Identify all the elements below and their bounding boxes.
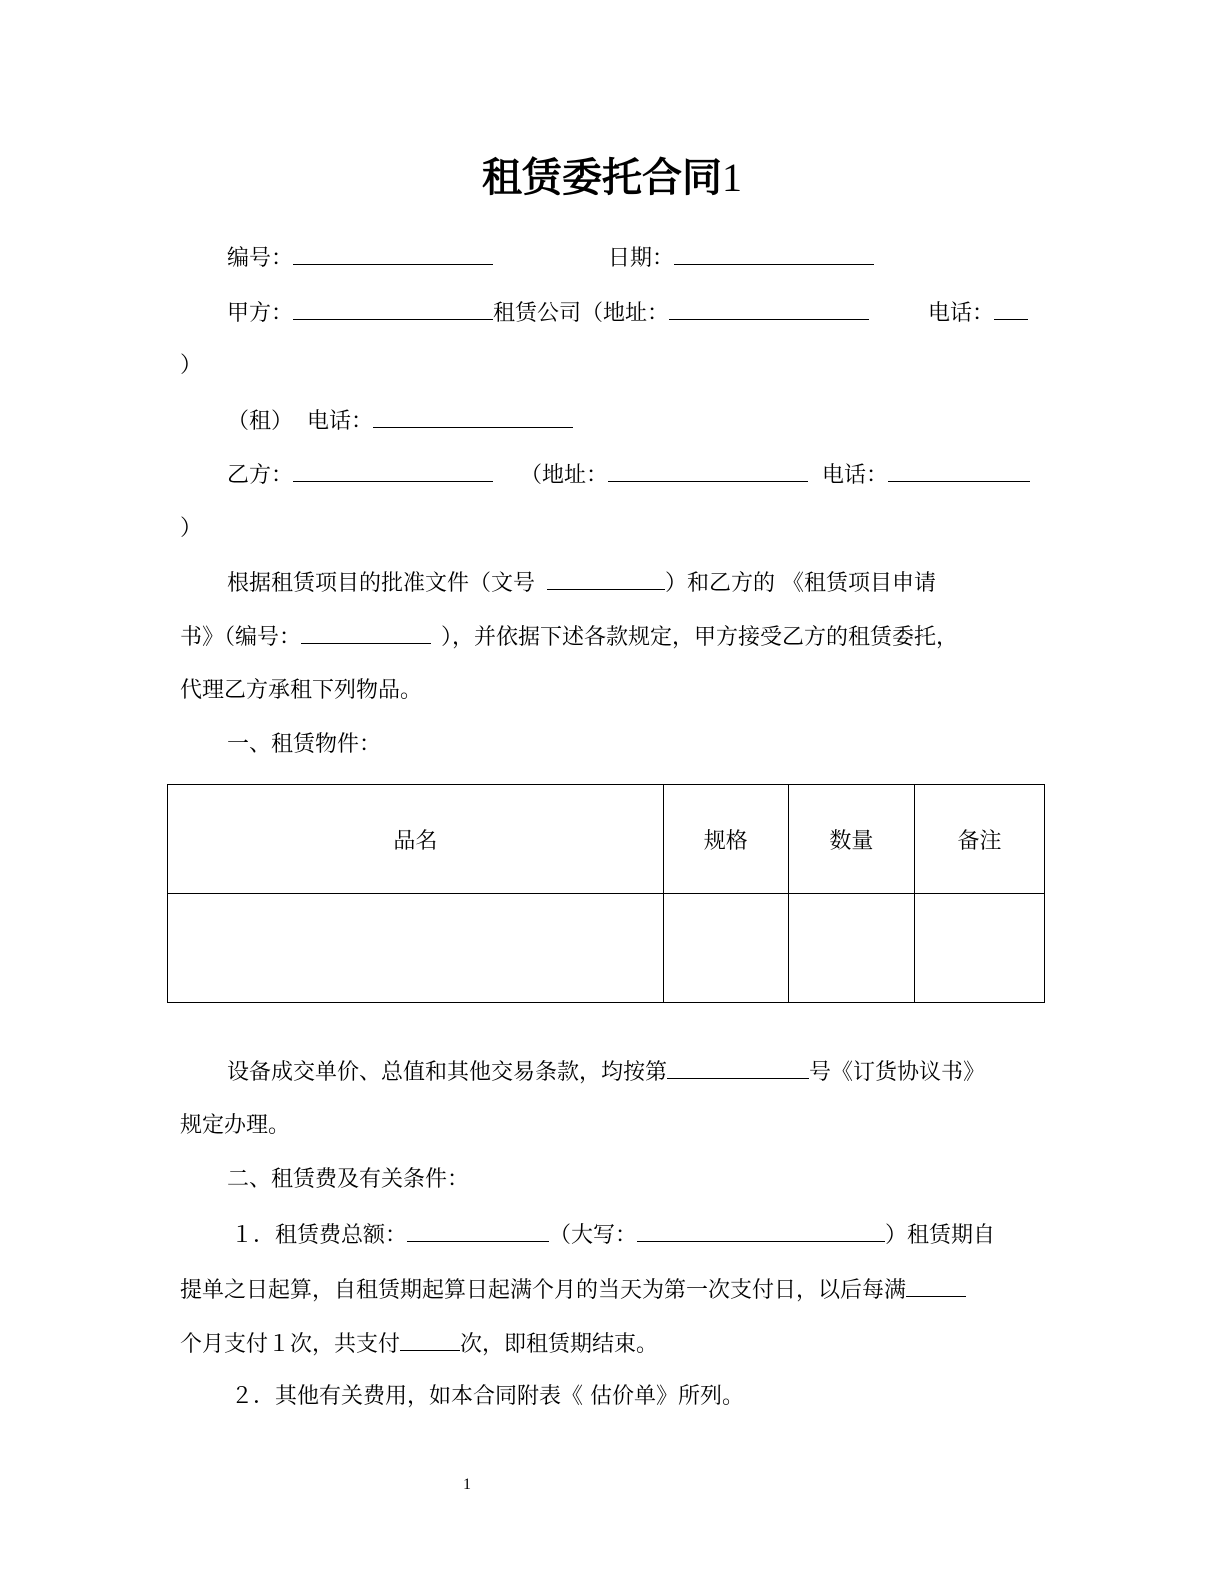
doc-number-blank[interactable] — [547, 567, 665, 590]
party-b-close-paren: ） — [180, 516, 203, 541]
trade-terms-line-2: 规定办理。 — [180, 1113, 291, 1138]
intro-line2-b: ），并依据下述各款规定，甲方接受乙方的租赁委托， — [441, 625, 959, 650]
header-remarks: 备注 — [914, 785, 1044, 894]
intro-line-1 — [227, 567, 936, 597]
header-quantity: 数量 — [788, 785, 914, 894]
item1-a: １．租赁费总额： — [231, 1223, 408, 1248]
party-a-phone-line — [928, 297, 1028, 327]
intro-line-3: 代理乙方承租下列物品。 — [180, 678, 423, 703]
total-fee-words-blank[interactable] — [637, 1219, 885, 1242]
rent-phone-label: 电话： — [307, 409, 374, 434]
date-line — [608, 242, 874, 272]
date-label: 日期： — [608, 246, 675, 271]
application-number-blank[interactable] — [301, 621, 431, 644]
intro-line-2 — [180, 621, 958, 651]
lease-items-table — [167, 784, 1045, 1003]
agreement-number-blank[interactable] — [667, 1056, 809, 1079]
item1-b: （大写： — [549, 1223, 638, 1248]
number-label: 编号： — [227, 246, 294, 271]
rent-phone-line — [227, 405, 573, 435]
party-b-address-label: （地址： — [520, 463, 609, 488]
trade-terms-b: 号《订货协议书》 — [809, 1060, 986, 1085]
header-item-name: 品名 — [168, 785, 664, 894]
cell-spec[interactable] — [663, 894, 788, 1003]
party-b-blank[interactable] — [293, 459, 493, 482]
item1-line3-b: 次，即租赁期结束。 — [460, 1332, 659, 1357]
section2-item1-line-2 — [180, 1274, 966, 1304]
party-a-address-blank[interactable] — [669, 297, 869, 320]
total-fee-blank[interactable] — [407, 1219, 549, 1242]
payment-count-blank[interactable] — [400, 1328, 460, 1351]
rent-phone-blank[interactable] — [373, 405, 573, 428]
document-title — [0, 146, 1224, 203]
number-line — [227, 242, 493, 272]
intro-line1-b: ）和乙方的 《租赁项目申请 — [665, 571, 937, 596]
section1-heading: 一、租赁物件： — [227, 732, 382, 757]
title-text: 租赁委托合同 — [482, 155, 722, 201]
party-a-company-text: 租赁公司（地址： — [493, 301, 670, 326]
section2-item1-line-3 — [180, 1328, 658, 1358]
rent-label: （租） — [227, 409, 294, 434]
intro-line2-a: 书》（编号： — [180, 625, 302, 650]
cell-quantity[interactable] — [788, 894, 914, 1003]
party-a-blank[interactable] — [293, 297, 493, 320]
party-a-close-paren: ） — [180, 353, 203, 378]
header-spec: 规格 — [663, 785, 788, 894]
party-b-phone-label: 电话： — [822, 463, 889, 488]
page-number: 1 — [463, 1476, 471, 1493]
party-a-phone-label: 电话： — [928, 301, 995, 326]
intro-line1-a: 根据租赁项目的批准文件（文号 — [227, 571, 536, 596]
section2-item1-line-1 — [231, 1219, 995, 1249]
date-blank[interactable] — [674, 242, 874, 265]
section2-item2: ２．其他有关费用，如本合同附表《 估价单》所列。 — [231, 1384, 744, 1409]
party-a-line — [227, 297, 869, 327]
title-number: 1 — [722, 155, 742, 200]
party-a-label: 甲方： — [227, 301, 294, 326]
party-b-address-line — [520, 459, 808, 489]
months-interval-blank[interactable] — [906, 1274, 966, 1297]
cell-item-name[interactable] — [168, 894, 664, 1003]
party-b-address-blank[interactable] — [608, 459, 808, 482]
trade-terms-line-1 — [227, 1056, 985, 1086]
table-row — [168, 894, 1045, 1003]
section2-heading: 二、租赁费及有关条件： — [227, 1167, 470, 1192]
item1-line2: 提单之日起算，自租赁期起算日起满个月的当天为第一次支付日，以后每满 — [180, 1278, 907, 1303]
party-b-phone-blank[interactable] — [888, 459, 1030, 482]
cell-remarks[interactable] — [914, 894, 1044, 1003]
party-b-phone-line — [822, 459, 1030, 489]
trade-terms-a: 设备成交单价、总值和其他交易条款，均按第 — [227, 1060, 668, 1085]
party-a-phone-blank[interactable] — [994, 297, 1028, 320]
table-header-row — [168, 785, 1045, 894]
party-b-label: 乙方： — [227, 463, 294, 488]
number-blank[interactable] — [293, 242, 493, 265]
item1-c: ）租赁期自 — [885, 1223, 996, 1248]
item1-line3-a: 个月支付１次，共支付 — [180, 1332, 401, 1357]
party-b-line — [227, 459, 493, 489]
